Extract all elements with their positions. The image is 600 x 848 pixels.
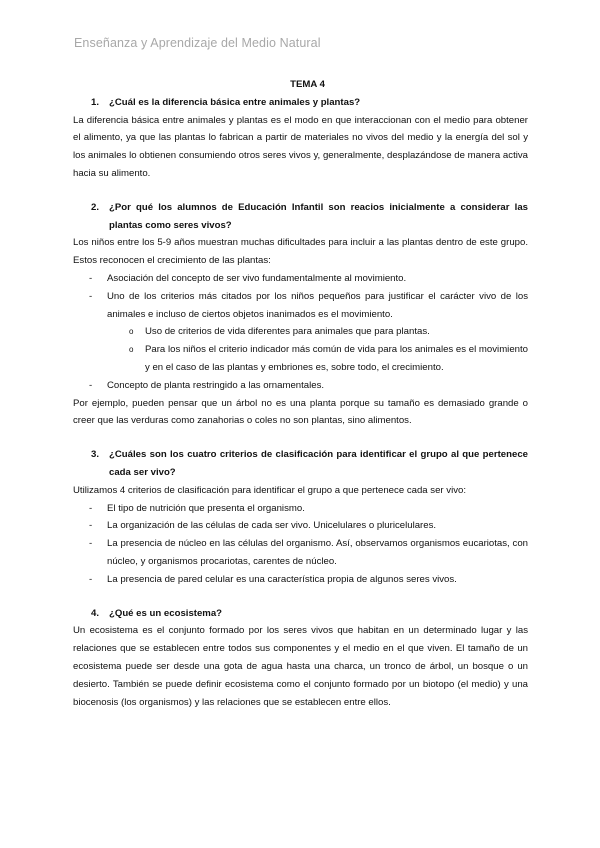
question-3 bbox=[73, 446, 528, 482]
list-item bbox=[73, 535, 528, 571]
question-number: 3. bbox=[90, 449, 99, 461]
answer-3-intro: Utilizamos 4 criterios de clasificación para identificar el grupo a que pertenece cada ser vivo: bbox=[73, 484, 467, 496]
dash-marker: - bbox=[89, 272, 93, 284]
question-number: 4. bbox=[90, 607, 99, 619]
question-1 bbox=[73, 94, 528, 112]
sub-list-item-text: Uso de criterios de vida diferentes para animales que para plantas. bbox=[145, 326, 430, 338]
dash-marker: - bbox=[89, 379, 93, 391]
list-item bbox=[73, 500, 528, 518]
answer-2-outro: Por ejemplo, pueden pensar que un árbol no es una planta porque su tamaño es demasiado grande o creer que las verduras como zanahorias o coles no son plantas, sino alimentos. bbox=[73, 397, 528, 427]
question-number: 2. bbox=[90, 201, 99, 213]
page-title: TEMA 4 bbox=[290, 79, 325, 90]
question-text: ¿Cuáles son los cuatro criterios de clasificación para identificar el grupo al que pertenece cada ser vivo? bbox=[109, 449, 528, 478]
question-text: ¿Por qué los alumnos de Educación Infantil son reacios inicialmente a considerar las plantas como seres vivos? bbox=[109, 201, 528, 231]
sub-list-item bbox=[73, 341, 528, 377]
list-item-text: La organización de las células de cada ser vivo. Unicelulares o pluricelulares. bbox=[107, 520, 437, 532]
circle-marker: o bbox=[129, 327, 134, 337]
question-text: ¿Qué es un ecosistema? bbox=[109, 607, 223, 619]
dash-marker: - bbox=[89, 573, 93, 585]
list-item-text: La presencia de núcleo en las células del organismo. Así, observamos organismos eucariotas, con núcleo, y organismos procariotas, carentes de núcleo. bbox=[107, 538, 528, 567]
question-number: 1. bbox=[90, 96, 99, 108]
question-2 bbox=[73, 199, 528, 235]
list-item bbox=[73, 288, 528, 324]
list-item bbox=[73, 270, 528, 288]
list-item bbox=[73, 377, 528, 395]
sub-list-item bbox=[73, 323, 528, 341]
question-4 bbox=[73, 605, 528, 623]
list-item-text: Asociación del concepto de ser vivo fundamentalmente al movimiento. bbox=[107, 272, 407, 284]
document-header: Enseñanza y Aprendizaje del Medio Natural bbox=[74, 36, 321, 50]
answer-2-intro: Los niños entre los 5-9 años muestran muchas dificultades para incluir a las plantas dentro de este grupo. Estos reconocen el crecimiento de las plantas: bbox=[73, 237, 528, 267]
document-body bbox=[73, 76, 528, 711]
list-item-text: El tipo de nutrición que presenta el organismo. bbox=[107, 502, 305, 514]
list-item bbox=[73, 571, 528, 589]
dash-marker: - bbox=[89, 290, 93, 302]
list-item-text: Concepto de planta restringido a las ornamentales. bbox=[107, 379, 325, 391]
dash-marker: - bbox=[89, 502, 93, 514]
answer-1-paragraph: La diferencia básica entre animales y plantas es el modo en que interaccionan con el medio para obtener el alimento, ya que las plantas lo fabrican a partir de materiales no vivos del medio y la energía del sol y los animales lo obtienen consumiendo otros seres vivos y, generalmente, desplazándose de manera activa hacia su alimento. bbox=[73, 114, 528, 179]
answer-4-paragraph: Un ecosistema es el conjunto formado por los seres vivos que habitan en un determinado lugar y las relaciones que se establecen entre todos sus componentes y el medio en el que viven. El tamaño de un ecosistema puede ser desde una gota de agua hasta una charca, un tronco de árbol, un bosque o un desierto. También se puede definir ecosistema como el conjunto formado por un biotopo (el medio) y una biocenosis (los organismos) y las relaciones que se establecen entre ellos. bbox=[73, 625, 528, 708]
answer-2-list bbox=[73, 270, 528, 395]
dash-marker: - bbox=[89, 538, 93, 550]
list-item-text: Uno de los criterios más citados por los niños pequeños para justificar el carácter vivo de los animales e incluso de ciertos objetos inanimados es el movimiento. bbox=[107, 290, 528, 320]
dash-marker: - bbox=[89, 520, 93, 532]
circle-marker: o bbox=[129, 345, 134, 355]
list-item bbox=[73, 517, 528, 535]
question-text: ¿Cuál es la diferencia básica entre animales y plantas? bbox=[109, 96, 361, 108]
list-item-text: La presencia de pared celular es una característica propia de algunos seres vivos. bbox=[107, 573, 457, 585]
answer-3-list bbox=[73, 500, 528, 589]
sub-list-item-text: Para los niños el criterio indicador más común de vida para los animales es el movimiento y en el caso de las plantas y embriones es, sobre todo, el crecimiento. bbox=[145, 344, 528, 373]
